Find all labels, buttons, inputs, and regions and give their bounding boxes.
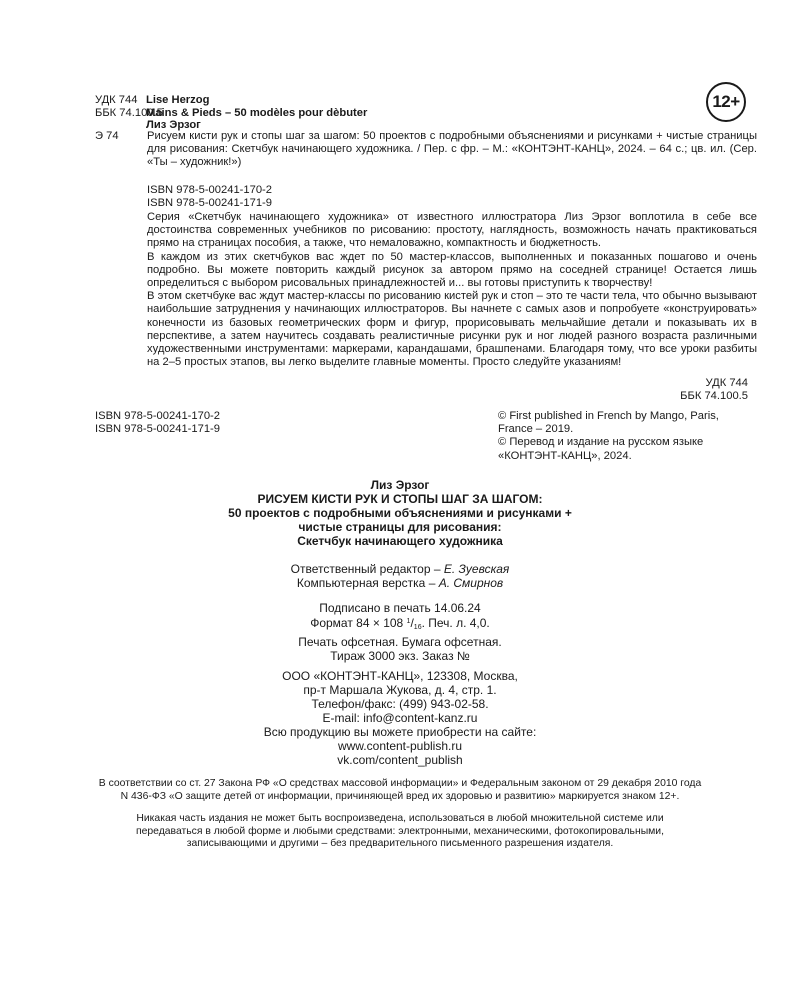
layout-line [0, 576, 800, 590]
isbn-line: ISBN 978-5-00241-170-2 [147, 184, 273, 196]
description-paragraph: Серия «Скетчбук начинающего художника» от известного иллюстратора Лиз Эрзог воплотила в себе все достоинства современных учебников по рисованию: простоту, наглядность, возможность начать практиковаться прямо на страницах пособия, а также, что немаловажно, компактность и бюджетность. [147, 211, 757, 250]
series-description [147, 211, 757, 369]
copyright-line: © First published in French by Mango, Paris, [498, 410, 719, 422]
copyright-line: «КОНТЭНТ-КАНЦ», 2024. [498, 449, 632, 462]
isbn-left-block [95, 410, 220, 436]
rights-line: Никакая часть издания не может быть воспроизведена, использоваться в любой множительной системе или [136, 813, 664, 824]
publisher-line: пр-т Маршала Жукова, д. 4, стр. 1. [303, 683, 497, 697]
paper-line: Печать офсетная. Бумага офсетная. [298, 635, 502, 649]
publisher-vk: vk.com/content_publish [337, 753, 463, 767]
isbn-line: ISBN 978-5-00241-171-9 [147, 197, 273, 210]
age-rating-badge: 12+ [706, 82, 746, 122]
book-subtitle-line: чистые страницы для рисования: [298, 520, 502, 534]
bbk-code: ББК 74.100.5 [95, 107, 163, 119]
publisher-website: www.content-publish.ru [337, 739, 463, 753]
description-paragraph: В этом скетчбуке вас ждут мастер-классы по рисованию кистей рук и стоп – это те части тела, что обычно вызывают наибольшие затруднения у начинающих иллюстраторов. Вы начнете с самых азов и попробуете «конструировать» конечности из базовых геометрических форм и фигур, прорисовывать мельчайшие детали и показывать их в перспективе, а затем научитесь создавать реалистичные рисунки рук и ног людей разного возраста различными художественными инструментами: маркерами, карандашами, брашпенами. Благодаря тому, что все уроки разбиты на 2–5 простых этапов, вы легко выделите главные моменты. Просто следуйте указаниям! [147, 290, 757, 369]
author-mark: Э 74 [95, 130, 119, 142]
publisher-line: ООО «КОНТЭНТ-КАНЦ», 123308, Москва, [282, 669, 518, 683]
print-run-line: Тираж 3000 экз. Заказ № [330, 649, 470, 663]
udk-right-line: УДК 744 [705, 377, 748, 389]
publisher-block [0, 669, 800, 767]
copyright-block [498, 410, 758, 463]
rights-line: передаваться в любой форме и любыми средствами: электронными, механическими, фотокопировальными, [135, 825, 665, 837]
law-line: N 436-ФЗ «О защите детей от информации, причиняющей вред их здоровью и развитию» маркируется знаком 12+. [120, 790, 680, 802]
bibliographic-annotation: Рисуем кисти рук и стопы шаг за шагом: 50 проектов с подробными объяснениями и рисунками + чистые страницы для рисования: Скетчбук начинающего художника. / Пер. с фр. – М.: «КОНТЭНТ-КАНЦ», 2024. – 64 с.; цв. ил. (Сер. «Ты – художник!») [147, 130, 757, 169]
publisher-line: Всю продукцию вы можете приобрести на сайте: [263, 725, 537, 739]
publisher-line: Телефон/факс: (499) 943-02-58. [311, 697, 489, 711]
law-notice [0, 778, 800, 803]
book-title-block [0, 478, 800, 548]
udk-row [95, 94, 209, 107]
editor-role: Ответственный редактор – [290, 562, 444, 576]
credits-block [0, 562, 800, 590]
title-author: Лиз Эрзог [370, 478, 430, 492]
publisher-email: E-mail: info@content-kanz.ru [322, 711, 478, 725]
signed-date: Подписано в печать 14.06.24 [319, 601, 481, 615]
description-paragraph: В каждом из этих скетчбуков вас ждет по 50 мастер-классов, выполненных и показанных пошагово и очень подробно. Вы можете повторить каждый рисунок за автором прямо на соседней странице! Остается лишь определиться с выбором рисовальных принадлежностей и... вы готовы приступить к творчеству! [147, 250, 757, 290]
format-line [0, 615, 800, 635]
isbn-line: ISBN 978-5-00241-170-2 [95, 410, 221, 422]
layout-name: А. Смирнов [438, 576, 504, 590]
book-series-line: Скетчбук начинающего художника [297, 534, 503, 548]
bbk-right-line: ББК 74.100.5 [680, 390, 748, 403]
format-den: 16 [413, 624, 422, 631]
format-num: 1 [406, 618, 411, 625]
isbn-block [147, 184, 757, 210]
original-title: Mains & Pieds – 50 modèles pour dèbuter [146, 107, 368, 119]
rights-notice [0, 813, 800, 851]
original-author: Lise Herzog [146, 94, 210, 106]
classification-codes [680, 377, 748, 403]
format-prefix: Формат 84 × 108 [310, 616, 407, 630]
isbn-line: ISBN 978-5-00241-171-9 [95, 423, 221, 436]
print-info-block [0, 601, 800, 663]
copyright-line: France – 2019. [498, 423, 574, 436]
law-line: В соответствии со ст. 27 Закона РФ «О средствах массовой информации» и Федеральным законом от 29 декабря 2010 года [98, 778, 702, 789]
layout-role: Компьютерная верстка – [296, 576, 439, 590]
format-suffix: . Печ. л. 4,0. [421, 616, 490, 630]
rights-line: записывающими и другими – без предварительного письменного разрешения издателя. [186, 838, 614, 849]
author-ru: Лиз Эрзог [146, 119, 201, 131]
book-subtitle-line: 50 проектов с подробными объяснениями и рисунками + [228, 506, 572, 520]
editor-line [0, 562, 800, 576]
copyright-line: © Перевод и издание на русском языке [498, 436, 704, 449]
format-slash: / [410, 616, 414, 630]
editor-name: Е. Зуевская [443, 562, 510, 576]
udk-code: УДК 744 [95, 94, 138, 106]
book-title: РИСУЕМ КИСТИ РУК И СТОПЫ ШАГ ЗА ШАГОМ: [257, 492, 543, 506]
